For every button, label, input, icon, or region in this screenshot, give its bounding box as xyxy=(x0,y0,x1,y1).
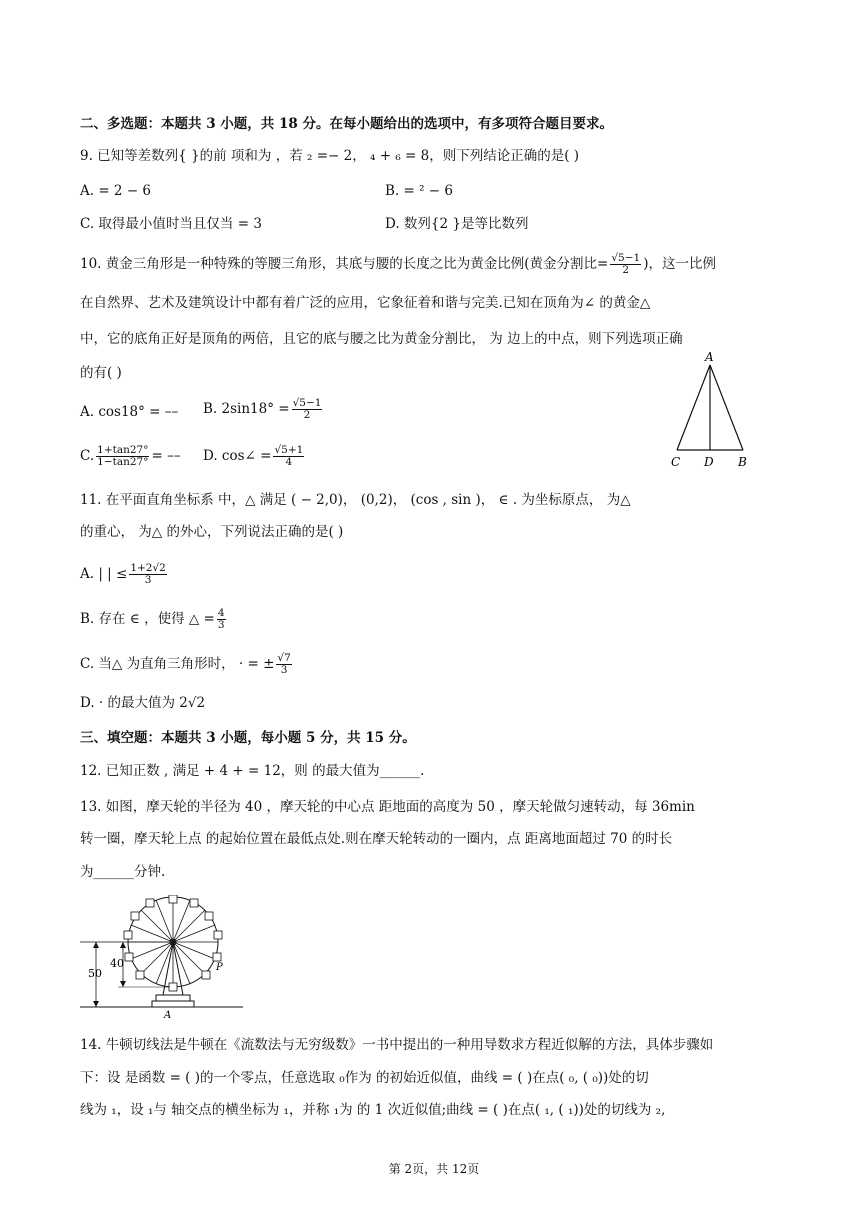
page-footer: 第 2页，共 12页 xyxy=(388,1162,480,1176)
q12-stem: 12. 已知正数 , 满足 + 4 + = 12，则 的最大值为______. xyxy=(80,763,425,779)
option-d-text: D. cos∠ = xyxy=(203,448,272,464)
option-a-text: A. | | ≤ xyxy=(80,566,128,582)
fraction-numerator: 1+2√2 xyxy=(130,562,166,574)
q10-line-1-tail: )，这一比例 xyxy=(643,256,716,272)
q11-line-1: 11. 在平面直角坐标系 中，△ 满足 ( − 2,0)， (0,2)， (cos , sin )， ∈ . 为坐标原点， 为△ xyxy=(80,492,631,508)
q10-line-4: 的有( ) xyxy=(80,365,122,381)
q9-option-a: A. = 2 − 6 xyxy=(80,183,152,199)
q10-option-c xyxy=(80,445,181,468)
q11-option-a xyxy=(80,563,169,586)
fraction-numerator: √7 xyxy=(277,652,291,664)
fraction-denominator: 1−tan27° xyxy=(97,456,149,468)
fraction-numerator: √5−1 xyxy=(611,252,641,264)
fraction-numerator: 4 xyxy=(217,607,225,619)
fraction-numerator: 1+tan27° xyxy=(97,444,149,456)
point-d-label: D xyxy=(704,455,714,469)
section-3-heading: 三、填空题：本题共 3 小题，每小题 5 分，共 15 分。 xyxy=(80,730,416,746)
q10-line-2: 在自然界、艺术及建筑设计中都有着广泛的应用，它象征着和谐与完美.已知在顶角为∠ 的黄金△ xyxy=(80,295,651,311)
section-2-heading: 二、多选题：本题共 3 小题，共 18 分。在每小题给出的选项中，有多项符合题目要求。 xyxy=(80,116,613,132)
fraction-denominator: 2 xyxy=(622,264,630,276)
fraction-denominator: 3 xyxy=(144,574,152,586)
point-p-label: P xyxy=(216,962,223,973)
q14-line-2: 下：设 是函数 = ( )的一个零点，任意选取 ₀作为 的初始近似值，曲线 = ( )在点( ₀, ( ₀))处的切 xyxy=(80,1070,649,1086)
q14-line-1: 14. 牛顿切线法是牛顿在《流数法与无穷级数》一书中提出的一种用导数求方程近似解的方法，具体步骤如 xyxy=(80,1037,714,1053)
option-d-fraction xyxy=(273,445,304,468)
fraction-denominator: 2 xyxy=(303,409,311,421)
q10-option-d xyxy=(203,445,306,468)
q9-option-d: D. 数列{2 }是等比数列 xyxy=(385,216,529,232)
height-50-label: 50 xyxy=(88,967,102,980)
q13-line-3: 为______分钟. xyxy=(80,864,166,880)
option-c-fraction xyxy=(276,653,291,676)
golden-triangle-figure xyxy=(664,345,764,475)
vertex-b-label: B xyxy=(738,455,747,469)
option-c-tail: = –– xyxy=(151,448,181,464)
option-b-fraction xyxy=(292,398,323,421)
q9-option-b: B. = ² − 6 xyxy=(385,183,454,199)
ferris-wheel-figure xyxy=(78,895,248,1020)
option-c-fraction xyxy=(96,445,149,468)
q10-line-1-text: 10. 黄金三角形是一种特殊的等腰三角形，其底与腰的长度之比为黄金比例(黄金分割比= xyxy=(80,256,609,272)
q13-line-2: 转一圈，摩天轮上点 的起始位置在最低点处.则在摩天轮转动的一圈内，点 距离地面超过 70 的时长 xyxy=(80,831,673,847)
q9-option-c: C. 取得最小值时当且仅当 = 3 xyxy=(80,216,262,232)
q14-line-3: 线为 ₁，设 ₁与 轴交点的横坐标为 ₁，并称 ₁为 的 1 次近似值;曲线 = ( )在点( ₁, ( ₁))处的切线为 ₂, xyxy=(80,1102,666,1118)
q11-option-b xyxy=(80,608,228,631)
q10-option-b xyxy=(203,398,324,421)
golden-ratio-fraction xyxy=(610,253,641,276)
fraction-numerator: √5−1 xyxy=(292,397,322,409)
vertex-c-label: C xyxy=(671,455,681,469)
option-c-text: C. 当△ 为直角三角形时， · = ± xyxy=(80,656,275,672)
vertex-a-label: A xyxy=(705,350,714,364)
q11-line-2: 的重心， 为△ 的外心，下列说法正确的是( ) xyxy=(80,524,344,540)
option-c-label: C. xyxy=(80,448,95,464)
fraction-denominator: 4 xyxy=(285,456,293,468)
option-b-fraction xyxy=(217,608,226,631)
q10-line-1 xyxy=(80,253,716,276)
option-a-fraction xyxy=(129,563,167,586)
q11-option-c xyxy=(80,653,294,676)
q11-option-d: D. · 的最大值为 2√2 xyxy=(80,695,206,711)
q10-option-a: A. cos18° = –– xyxy=(80,404,179,420)
point-a-label: A xyxy=(164,1010,172,1020)
fraction-denominator: 3 xyxy=(217,619,225,631)
fraction-numerator: √5+1 xyxy=(274,444,304,456)
fraction-denominator: 3 xyxy=(280,664,288,676)
q9-stem: 9. 已知等差数列{ }的前 项和为 ，若 ₂ =− 2， ₄ + ₆ = 8，则下列结论正确的是( ) xyxy=(80,148,580,164)
q13-line-1: 13. 如图，摩天轮的半径为 40 ，摩天轮的中心点 距地面的高度为 50 ，摩天轮做匀速转动，每 36min xyxy=(80,799,695,815)
q10-line-3: 中，它的底角正好是顶角的两倍，且它的底与腰之比为黄金分割比， 为 边上的中点，则下列选项正确 xyxy=(80,331,683,347)
option-b-text: B. 存在 ∈ ，使得 △ = xyxy=(80,611,215,627)
radius-40-label: 40 xyxy=(110,957,124,970)
option-b-text: B. 2sin18° = xyxy=(203,401,290,417)
